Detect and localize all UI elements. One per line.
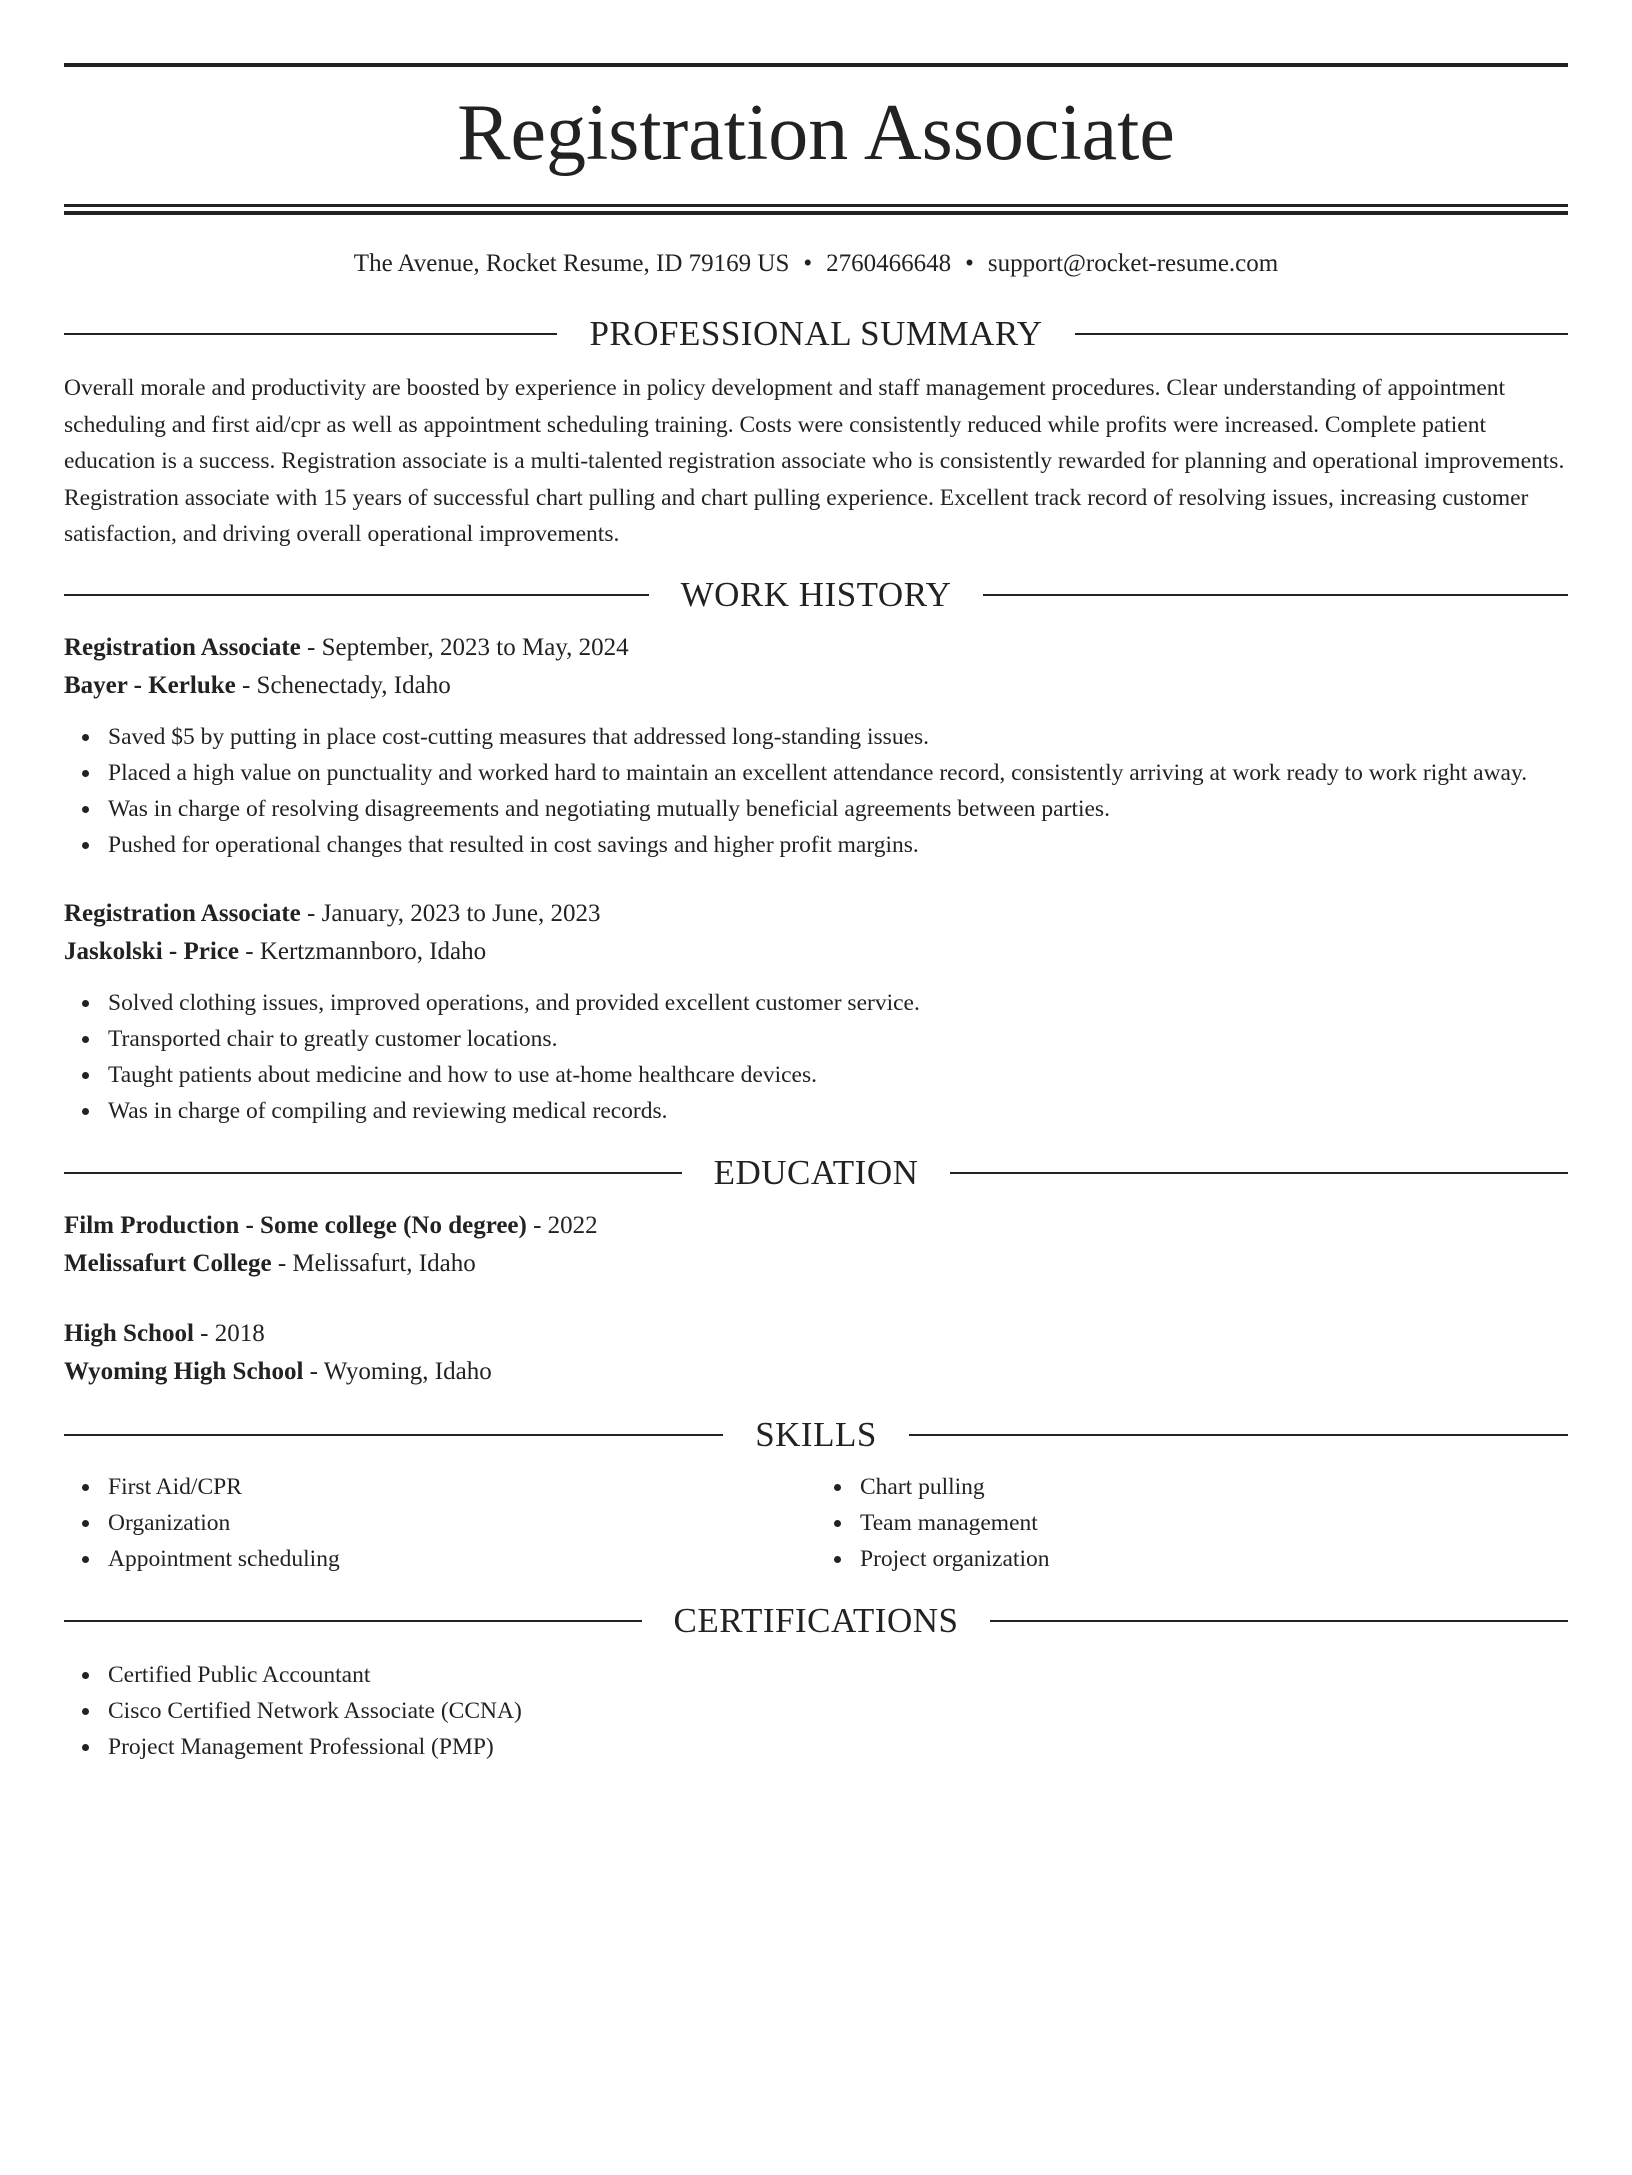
job-title-line: [64, 895, 1568, 933]
job-bullet: Solved clothing issues, improved operations, and provided excellent customer service.: [108, 985, 1568, 1021]
certification-item: Project Management Professional (PMP): [108, 1729, 1568, 1765]
job-bullet: Taught patients about medicine and how to use at-home healthcare devices.: [108, 1057, 1568, 1093]
section-header-summary: [64, 312, 1568, 356]
skill-item: Project organization: [860, 1541, 1568, 1577]
job-company-line: [64, 933, 1568, 971]
skill-item: First Aid/CPR: [108, 1469, 816, 1505]
job-entry: [64, 629, 1568, 863]
education-location: - Wyoming, Idaho: [303, 1357, 492, 1385]
job-company-line: [64, 667, 1568, 705]
education-year: - 2018: [193, 1319, 265, 1347]
section-header-work: [64, 573, 1568, 617]
section-rule-right: [990, 1620, 1568, 1622]
certification-item: Certified Public Accountant: [108, 1657, 1568, 1693]
job-bullets: [64, 985, 1568, 1129]
job-dates: - January, 2023 to June, 2023: [300, 899, 601, 927]
section-title-certifications: CERTIFICATIONS: [673, 1600, 959, 1640]
section-header-certifications: [64, 1599, 1568, 1643]
skill-item: Organization: [108, 1505, 816, 1541]
job-location: - Schenectady, Idaho: [235, 671, 451, 699]
section-header-skills: [64, 1413, 1568, 1457]
professional-summary-text: Overall morale and productivity are boosted by experience in policy development and staff management procedures. Clear understanding of appointment scheduling and first aid/cpr as well as appointment scheduling training. Costs were consistently reduced while profits were increased. Complete patient education is a success. Registration associate is a multi-talented registration associate who is consistently rewarded for planning and operational improvements. Registration associate with 15 years of successful chart pulling and chart pulling experience. Excellent track record of resolving issues, increasing customer satisfaction, and driving overall operational improvements.: [64, 375, 1565, 547]
skill-item: Team management: [860, 1505, 1568, 1541]
contact-line: [64, 248, 1568, 280]
section-title-summary: PROFESSIONAL SUMMARY: [589, 314, 1043, 353]
education-degree-line: [64, 1207, 1568, 1245]
certification-item: Cisco Certified Network Associate (CCNA): [108, 1693, 1568, 1729]
contact-address: The Avenue, Rocket Resume, ID 79169 US: [353, 250, 790, 277]
header-double-rule: [64, 204, 1568, 215]
section-header-education: [64, 1151, 1568, 1195]
education-school-line: [64, 1353, 1568, 1391]
certifications-list: [64, 1657, 1568, 1765]
job-company: Jaskolski - Price: [64, 937, 239, 965]
education-school: Melissafurt College: [64, 1249, 272, 1277]
job-bullet: Placed a high value on punctuality and worked hard to maintain an excellent attendance record, consistently arriving at work ready to work right away.: [108, 755, 1568, 791]
contact-separator: •: [803, 250, 813, 277]
skills-column-left: [64, 1469, 816, 1577]
job-bullet: Pushed for operational changes that resulted in cost savings and higher profit margins.: [108, 827, 1568, 863]
job-company: Bayer - Kerluke: [64, 671, 236, 699]
contact-separator: •: [965, 250, 974, 277]
education-school: Wyoming High School: [64, 1357, 304, 1385]
education-year: - 2022: [526, 1211, 598, 1239]
contact-phone: 2760466648: [826, 250, 952, 277]
skills-column-right: [816, 1469, 1568, 1577]
section-title-work: WORK HISTORY: [680, 574, 952, 614]
resume-name: Registration Associate: [457, 89, 1175, 177]
education-entry: [64, 1315, 1568, 1391]
education-degree: High School: [64, 1319, 194, 1347]
education-degree-line: [64, 1315, 1568, 1353]
job-dates: - September, 2023 to May, 2024: [300, 633, 629, 661]
section-rule-left: [64, 333, 557, 335]
section-rule-right: [983, 594, 1568, 596]
skills-grid: [64, 1469, 1568, 1577]
job-bullet: Was in charge of compiling and reviewing medical records.: [108, 1093, 1568, 1129]
section-rule-left: [64, 1172, 682, 1174]
job-location: - Kertzmannboro, Idaho: [239, 937, 487, 965]
job-title: Registration Associate: [64, 633, 301, 661]
job-bullet: Saved $5 by putting in place cost-cutting measures that addressed long-standing issues.: [108, 719, 1568, 755]
section-title-skills: SKILLS: [755, 1414, 877, 1454]
contact-email: support@rocket-resume.com: [987, 250, 1279, 277]
education-school-line: [64, 1245, 1568, 1283]
section-rule-left: [64, 594, 649, 596]
job-bullets: [64, 719, 1568, 863]
skill-item: Chart pulling: [860, 1469, 1568, 1505]
education-entry: [64, 1207, 1568, 1283]
section-rule-right: [1075, 333, 1568, 335]
job-entry: [64, 895, 1568, 1129]
section-title-education: EDUCATION: [713, 1152, 919, 1192]
skill-item: Appointment scheduling: [108, 1541, 816, 1577]
job-bullet: Transported chair to greatly customer locations.: [108, 1021, 1568, 1057]
job-title-line: [64, 629, 1568, 667]
job-bullet: Was in charge of resolving disagreements and negotiating mutually beneficial agreements between parties.: [108, 791, 1568, 827]
education-degree: Film Production - Some college (No degree): [64, 1211, 527, 1239]
section-rule-left: [64, 1620, 642, 1622]
header-top-rule: [64, 63, 1568, 67]
section-rule-right: [909, 1434, 1568, 1436]
resume-page: [0, 63, 1632, 2175]
job-title: Registration Associate: [64, 899, 301, 927]
section-rule-left: [64, 1434, 723, 1436]
education-location: - Melissafurt, Idaho: [271, 1249, 476, 1277]
section-rule-right: [950, 1172, 1568, 1174]
